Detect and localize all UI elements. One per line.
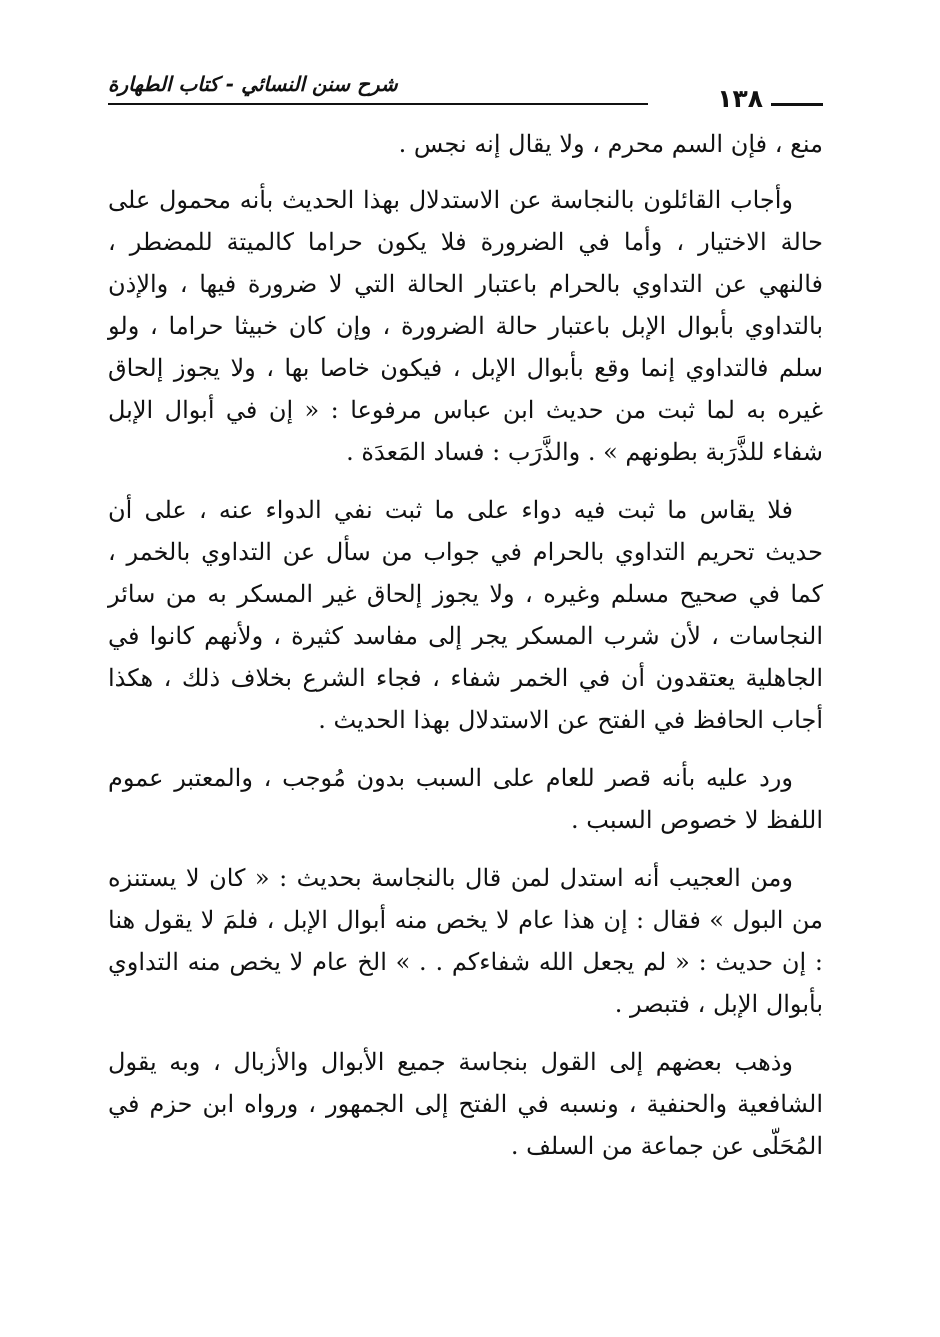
page-header [108, 72, 823, 112]
paragraph: فلا يقاس ما ثبت فيه دواء على ما ثبت نفي الدواء عنه ، على أن حديث تحريم التداوي بالحرام في جواب من سأل عن التداوي بالخمر ، كما في صحيح مسلم وغيره ، ولا يجوز إلحاق غير المسكر به من سائر النجاسات ، لأن شرب المسكر يجر إلى مفاسد كثيرة ، ولأنهم كانوا في الجاهلية يعتقدون أن في الخمر شفاء ، فجاء الشرع بخلاف ذلك ، هكذا أجاب الحافظ في الفتح عن الاستدلال بهذا الحديث . [108, 496, 823, 734]
paragraph: منع ، فإن السم محرم ، ولا يقال إنه نجس . [398, 130, 823, 158]
page-number: ١٣٨ [717, 84, 763, 113]
running-title: شرح سنن النسائي - كتاب الطهارة [108, 72, 398, 96]
paragraph: وأجاب القائلون بالنجاسة عن الاستدلال بهذا الحديث بأنه محمول على حالة الاختيار ، وأما في الضرورة فلا يكون حراما كالميتة للمضطر ، فالنهي عن التداوي بالحرام باعتبار الحالة التي لا ضرورة فيها ، والإذن بالتداوي بأبوال الإبل باعتبار حالة الضرورة ، وإن كان خبيثا حراما ، ولو سلم فالتداوي إنما وقع بأبوال الإبل ، فيكون خاصا بها ، ولا يجوز إلحاق غيره به لما ثبت من حديث ابن عباس مرفوعا : « إن في أبوال الإبل شفاء للذَّرَبة بطونهم » . والذَّرَب : فساد المَعدَة . [108, 186, 823, 466]
paragraph: وذهب بعضهم إلى القول بنجاسة جميع الأبوال والأزبال ، وبه يقول الشافعية والحنفية ، ونسبه في الفتح إلى الجمهور ، ورواه ابن حزم في المُحَلّى عن جماعة من السلف . [108, 1048, 823, 1160]
body-text [108, 123, 823, 1183]
paragraph: ومن العجيب أنه استدل لمن قال بالنجاسة بحديث : « كان لا يستنزه من البول » فقال : إن هذا عام لا يخص منه أبوال الإبل ، فلمَ لا يقول هنا : إن حديث : « لم يجعل الله شفاءكم . . » الخ عام لا يخص منه التداوي بأبوال الإبل ، فتبصر . [108, 864, 823, 1018]
paragraph: ورد عليه بأنه قصر للعام على السبب بدون مُوجب ، والمعتبر عموم اللفظ لا خصوص السبب . [108, 764, 823, 834]
page-number-dash [771, 103, 823, 106]
header-rule [108, 103, 648, 105]
